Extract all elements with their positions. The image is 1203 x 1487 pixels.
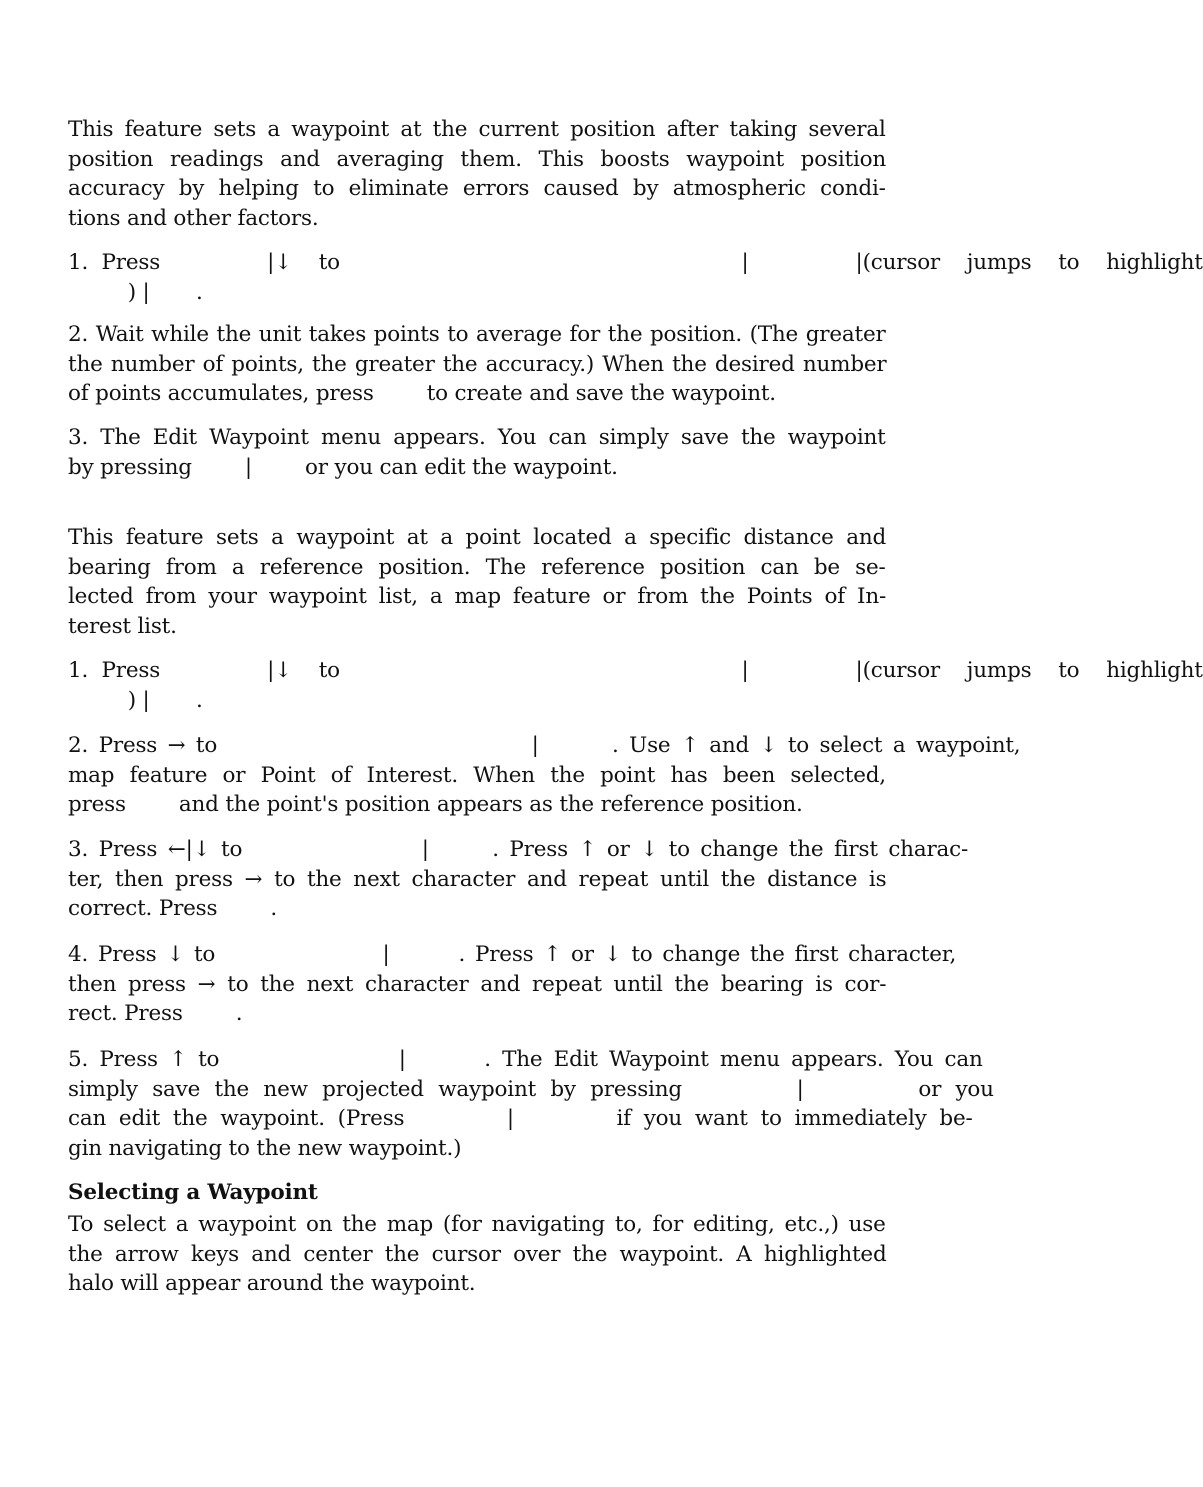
- text-line: halo will appear around the waypoint.: [68, 1271, 476, 1296]
- text-line: correct. Press .: [68, 896, 278, 921]
- text-line: To select a waypoint on the map (for navigating to, for editing, etc.,) use: [68, 1212, 886, 1237]
- text-line: press and the point's position appears as the reference position.: [68, 792, 803, 817]
- text-line: 5. Press ↑ to | . The Edit Waypoint menu appears. You can: [68, 1047, 983, 1072]
- text-line: then press → to the next character and repeat until the bearing is cor-: [68, 971, 887, 997]
- projected-step-2: [68, 731, 1021, 820]
- section-heading: Selecting a Waypoint: [68, 1180, 318, 1205]
- projected-step-4: [68, 940, 957, 1029]
- text-line: lected from your waypoint list, a map feature or from the Points of In-: [68, 584, 887, 609]
- text-line: of points accumulates, press to create and save the waypoint.: [68, 381, 776, 406]
- text-line: 3. Press ←|↓ to | . Press ↑ or ↓ to change the first charac-: [68, 837, 969, 862]
- text-line: tions and other factors.: [68, 205, 319, 231]
- text-line: the number of points, the greater the accuracy.) When the desired number: [68, 351, 887, 377]
- text-line: terest list.: [68, 613, 177, 639]
- text-line: 4. Press ↓ to | . Press ↑ or ↓ to change the first character,: [68, 942, 957, 967]
- text-line: ) | .: [68, 279, 203, 305]
- text-line: This feature sets a waypoint at the current position after taking several: [68, 117, 886, 142]
- text-line: accuracy by helping to eliminate errors caused by atmospheric condi-: [68, 176, 886, 201]
- average-step-1: [68, 248, 1203, 307]
- text-line: 2. Wait while the unit takes points to average for the position. (The greater: [68, 322, 886, 347]
- average-step-2: [68, 320, 886, 409]
- text-line: This feature sets a waypoint at a point located a specific distance and: [68, 525, 887, 550]
- average-step-3: [68, 423, 886, 482]
- text-line: ter, then press → to the next character and repeat until the distance is: [68, 866, 887, 892]
- projected-step-1: [68, 656, 1203, 715]
- text-line: map feature or Point of Interest. When the point has been selected,: [68, 762, 886, 788]
- text-line: can edit the waypoint. (Press | if you want to immediately be-: [68, 1106, 973, 1131]
- projected-step-5: [68, 1045, 994, 1163]
- projected-step-3: [68, 835, 969, 924]
- text-line: rect. Press .: [68, 1001, 243, 1026]
- text-line: bearing from a reference position. The reference position can be se-: [68, 554, 886, 580]
- selecting-waypoint-text: [68, 1210, 886, 1299]
- text-line: 2. Press → to | . Use ↑ and ↓ to select a waypoint,: [68, 733, 1021, 758]
- text-line: ) | .: [68, 687, 203, 713]
- text-line: 1. Press |↓ to | |(cursor jumps to highlight: [68, 658, 1203, 683]
- text-line: 3. The Edit Waypoint menu appears. You can simply save the waypoint: [68, 425, 886, 450]
- text-line: position readings and averaging them. This boosts waypoint position: [68, 146, 887, 172]
- projected-waypoint-intro: [68, 523, 886, 641]
- text-line: by pressing | or you can edit the waypoint.: [68, 454, 618, 480]
- text-line: 1. Press |↓ to | |(cursor jumps to highlight: [68, 250, 1203, 275]
- manual-page: [68, 0, 1203, 1487]
- average-waypoint-intro: [68, 115, 886, 233]
- text-line: the arrow keys and center the cursor over the waypoint. A highlighted: [68, 1241, 887, 1267]
- text-line: gin navigating to the new waypoint.): [68, 1135, 462, 1161]
- text-line: simply save the new projected waypoint by pressing | or you: [68, 1076, 994, 1102]
